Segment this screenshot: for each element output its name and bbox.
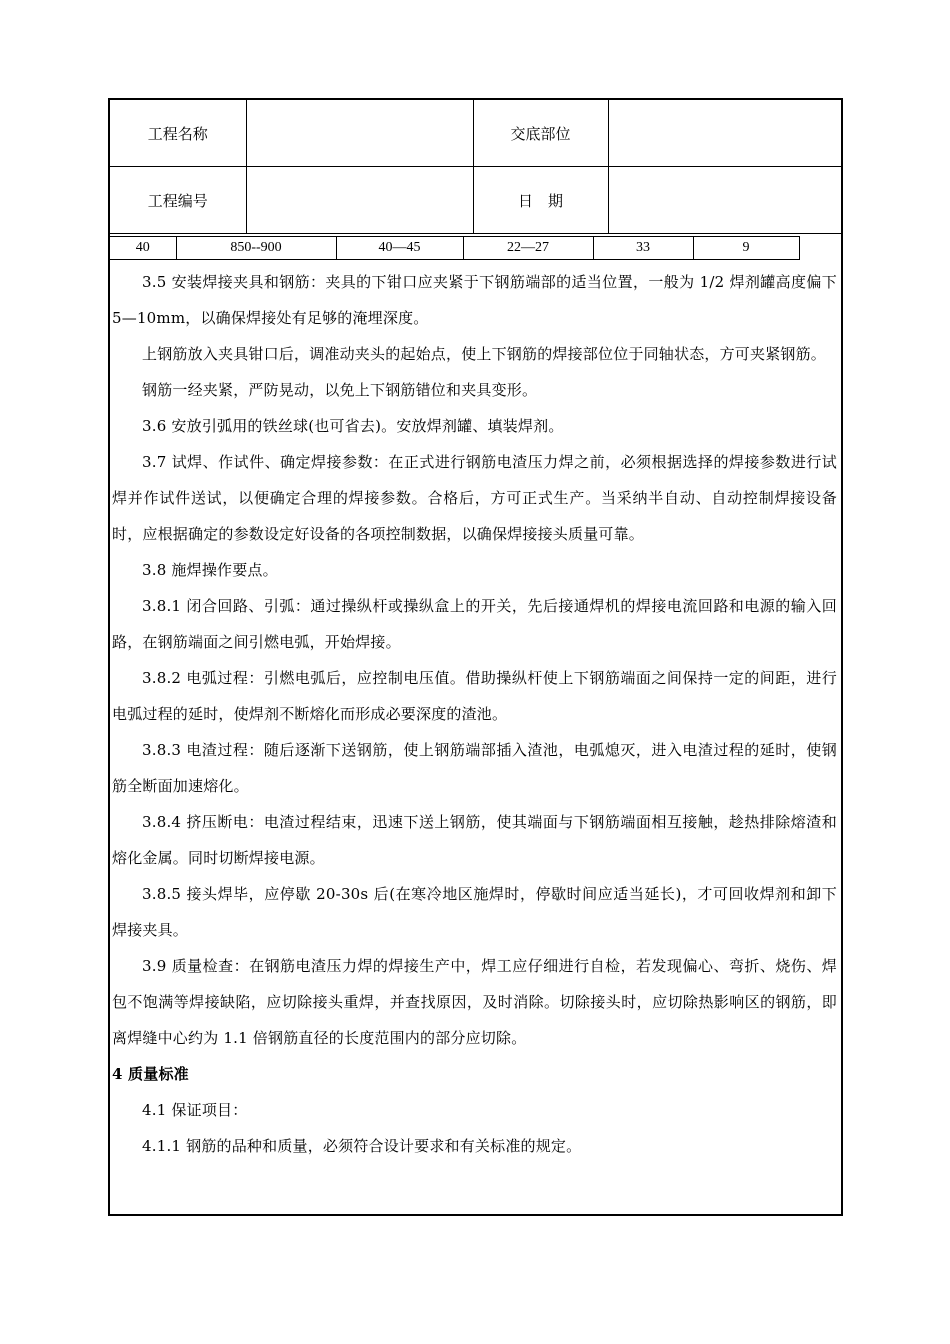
date-value xyxy=(608,167,841,234)
param-cell: 22—27 xyxy=(463,237,593,260)
parameter-table xyxy=(110,236,800,260)
location-value xyxy=(608,100,841,167)
project-name-label: 工程名称 xyxy=(110,100,246,167)
param-cell: 9 xyxy=(693,237,799,260)
parameter-row xyxy=(110,237,799,260)
header-row-1 xyxy=(110,100,841,167)
paragraph: 3.6 安放引弧用的铁丝球(也可省去)。安放焊剂罐、填装焊剂。 xyxy=(142,417,564,435)
paragraph: 3.8.5 接头焊毕，应停歇 20-30s 后(在寒冷地区施焊时，停歇时间应适当延长)，才可回收焊剂和卸下焊接夹具。 xyxy=(112,885,837,939)
param-cell: 33 xyxy=(593,237,693,260)
section-heading: 4 质量标准 xyxy=(112,1065,189,1083)
paragraph: 3.7 试焊、作试件、确定焊接参数：在正式进行钢筋电渣压力焊之前，必须根据选择的焊接参数进行试焊并作试件送试，以便确定合理的焊接参数。合格后，方可正式生产。当采纳半自动、自动控制焊接设备时，应根据确定的参数设定好设备的各项控制数据，以确保焊接接头质量可靠。 xyxy=(112,453,837,543)
location-label: 交底部位 xyxy=(473,100,608,167)
document-body xyxy=(112,264,837,1164)
param-cell: 40—45 xyxy=(336,237,463,260)
param-cell: 850--900 xyxy=(176,237,336,260)
paragraph: 3.8.4 挤压断电：电渣过程结束，迅速下送上钢筋，使其端面与下钢筋端面相互接触，趁热排除熔渣和熔化金属。同时切断焊接电源。 xyxy=(112,813,837,867)
paragraph: 4.1 保证项目： xyxy=(142,1101,248,1119)
header-row-2 xyxy=(110,167,841,234)
date-label: 日 期 xyxy=(473,167,608,234)
document-frame xyxy=(108,98,843,1216)
paragraph: 3.8.1 闭合回路、引弧：通过操纵杆或操纵盒上的开关，先后接通焊机的焊接电流回路和电源的输入回路，在钢筋端面之间引燃电弧，开始焊接。 xyxy=(112,597,837,651)
project-no-label: 工程编号 xyxy=(110,167,246,234)
paragraph: 4.1.1 钢筋的品种和质量，必须符合设计要求和有关标准的规定。 xyxy=(142,1137,582,1155)
paragraph: 钢筋一经夹紧，严防晃动，以免上下钢筋错位和夹具变形。 xyxy=(142,381,538,399)
project-name-value xyxy=(246,100,473,167)
project-no-value xyxy=(246,167,473,234)
paragraph: 3.9 质量检查：在钢筋电渣压力焊的焊接生产中，焊工应仔细进行自检，若发现偏心、弯折、烧伤、焊包不饱满等焊接缺陷，应切除接头重焊，并查找原因，及时消除。切除接头时，应切除热影响区的钢筋，即离焊缝中心约为 1.1 倍钢筋直径的长度范围内的部分应切除。 xyxy=(112,957,837,1047)
paragraph: 3.8.2 电弧过程：引燃电弧后，应控制电压值。借助操纵杆使上下钢筋端面之间保持一定的间距，进行电弧过程的延时，使焊剂不断熔化而形成必要深度的渣池。 xyxy=(112,669,837,723)
param-cell: 40 xyxy=(110,237,176,260)
paragraph: 3.5 安装焊接夹具和钢筋：夹具的下钳口应夹紧于下钢筋端部的适当位置，一般为 1/2 焊剂罐高度偏下 5—10mm，以确保焊接处有足够的淹埋深度。 xyxy=(112,273,837,327)
paragraph: 上钢筋放入夹具钳口后，调准动夹头的起始点，使上下钢筋的焊接部位位于同轴状态，方可夹紧钢筋。 xyxy=(142,345,827,363)
paragraph: 3.8 施焊操作要点。 xyxy=(142,561,278,579)
header-table xyxy=(110,100,841,234)
paragraph: 3.8.3 电渣过程：随后逐渐下送钢筋，使上钢筋端部插入渣池，电弧熄灭，进入电渣过程的延时，使钢筋全断面加速熔化。 xyxy=(112,741,837,795)
